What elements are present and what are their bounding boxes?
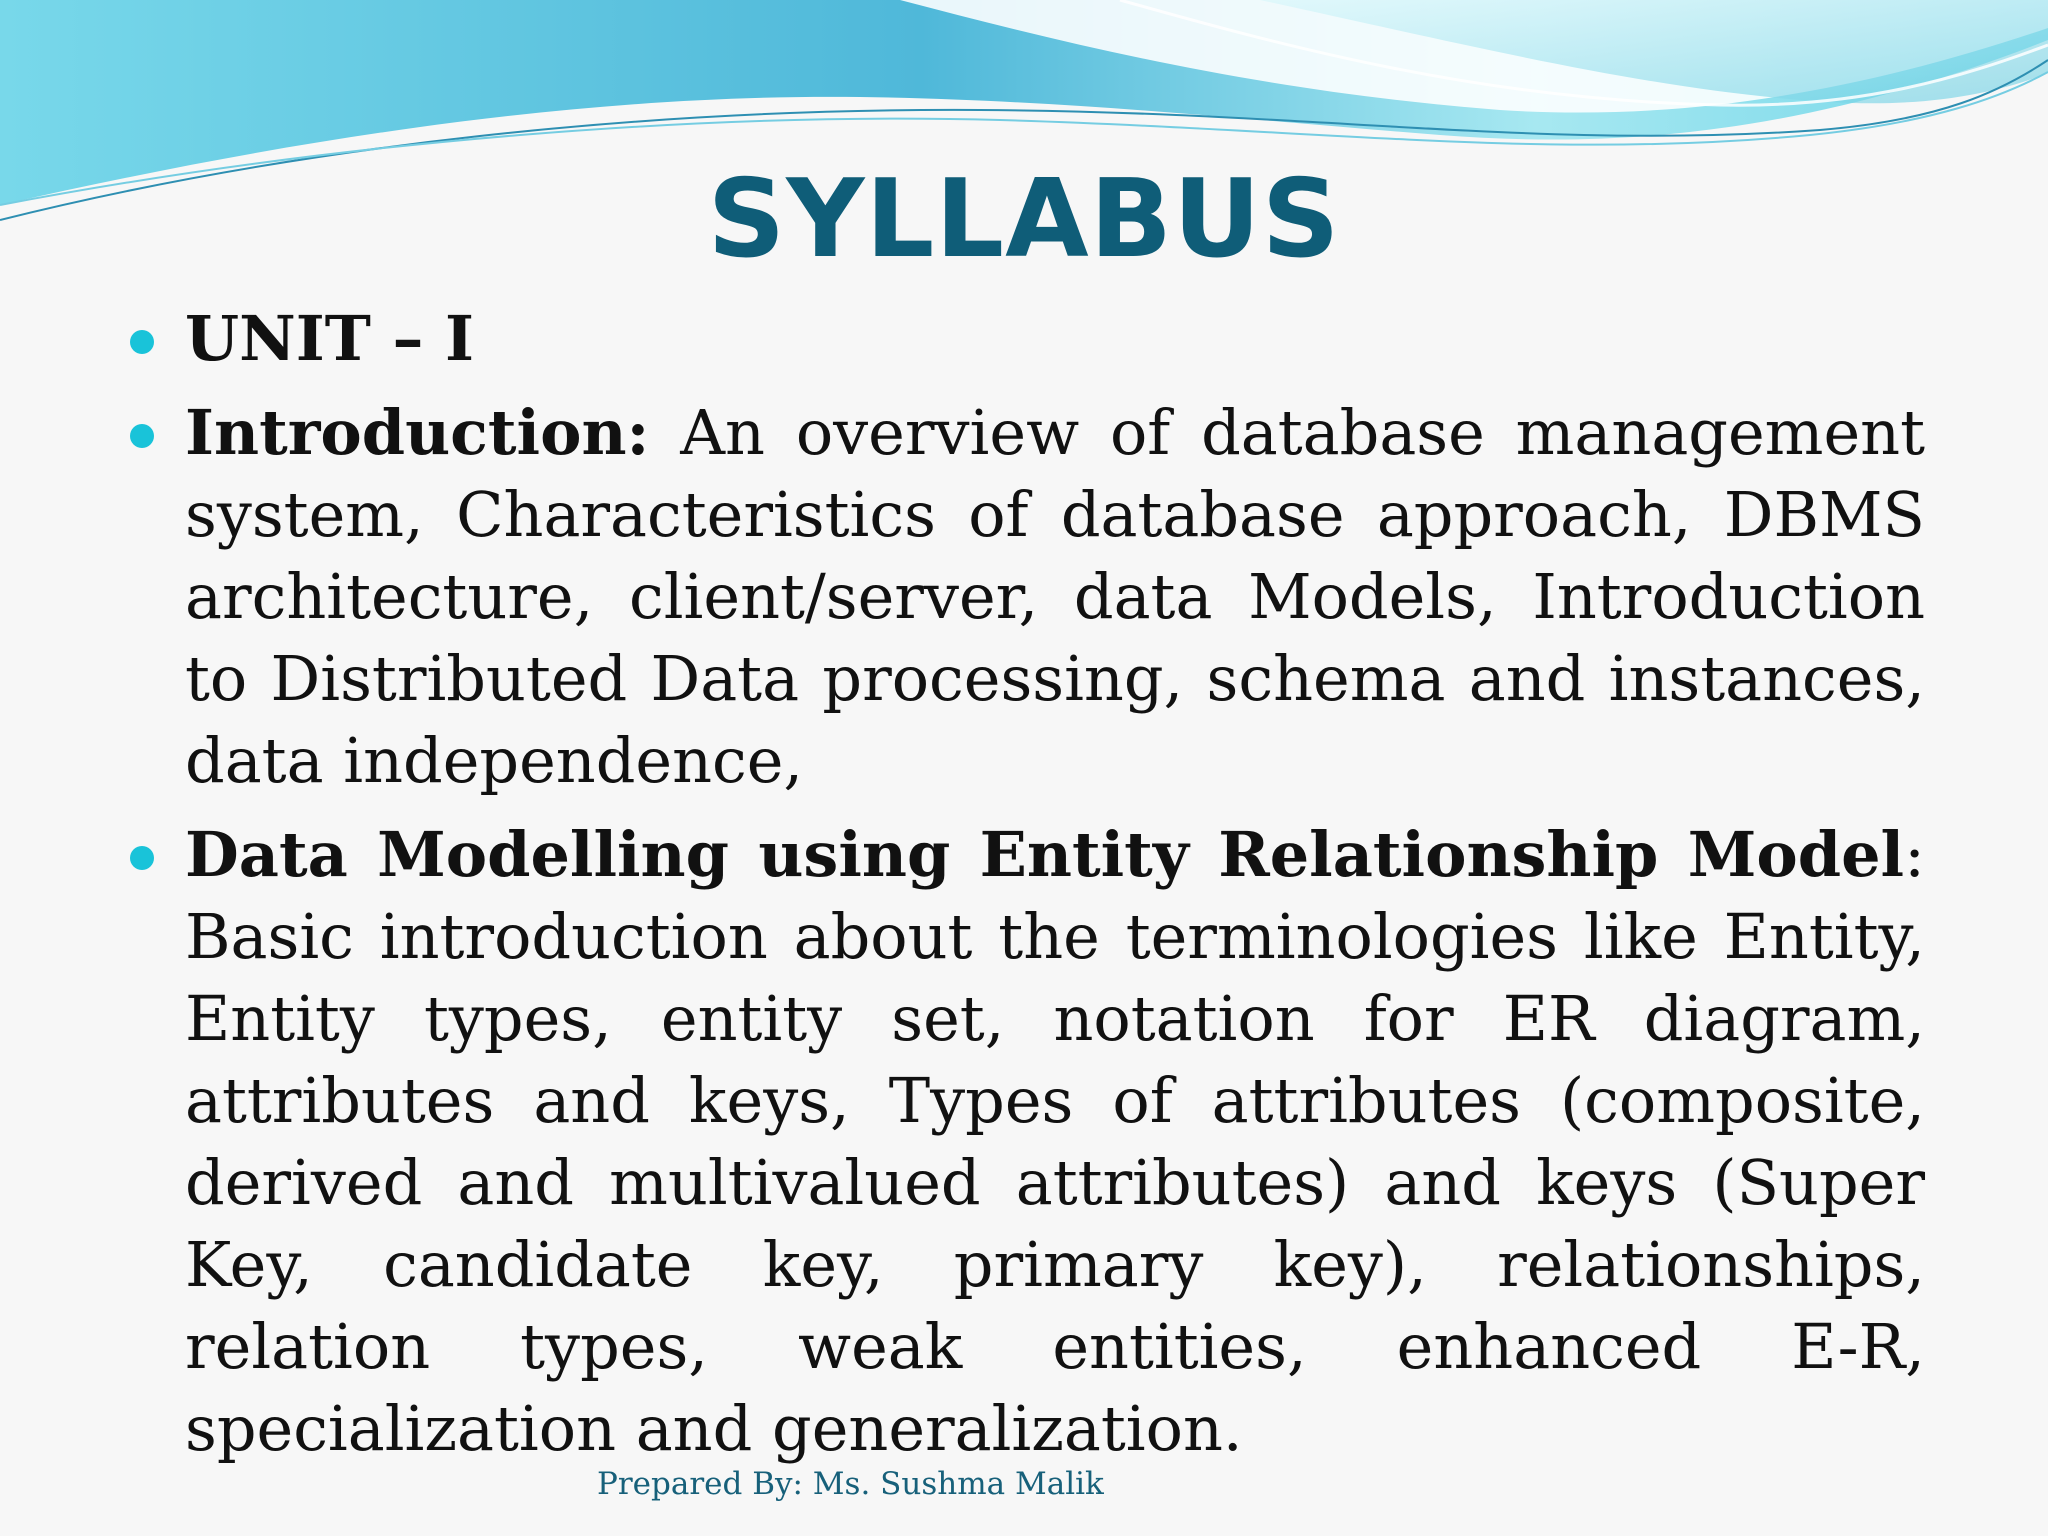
data-modelling-description: : Basic introduction about the terminologies like Entity, Entity types, entity set, notation for ER diagram, attributes and keys, Types of attributes (composite, derived and multivalued attributes) and keys (Super Key, candidate key, primary key), relationships, relation types, weak entities, enhanced E-R, specialization and generalization. — [185, 818, 1925, 1465]
slide-title: SYLLABUS — [707, 157, 1341, 282]
bullet-introduction — [130, 392, 1925, 802]
bullet-dot-icon — [130, 330, 154, 354]
bullet-dot-icon — [130, 846, 154, 870]
bullet-dot-icon — [130, 424, 154, 448]
introduction-description: An overview of database management system, Characteristics of database approach, DBMS architecture, client/server, data Models, Introduction to Distributed Data processing, schema and instances, data independence, — [185, 396, 1925, 797]
data-modelling-heading: Data Modelling using Entity Relationship Model — [185, 818, 1905, 891]
introduction-heading: Introduction: — [185, 396, 650, 469]
prepared-by-footer: Prepared By: Ms. Sushma Malik — [597, 1466, 1104, 1502]
unit-heading-text: UNIT – I — [185, 302, 475, 375]
bullet-unit-heading — [130, 298, 1925, 380]
syllabus-bullet-list — [130, 298, 1925, 1482]
bullet-data-modelling — [130, 814, 1925, 1470]
